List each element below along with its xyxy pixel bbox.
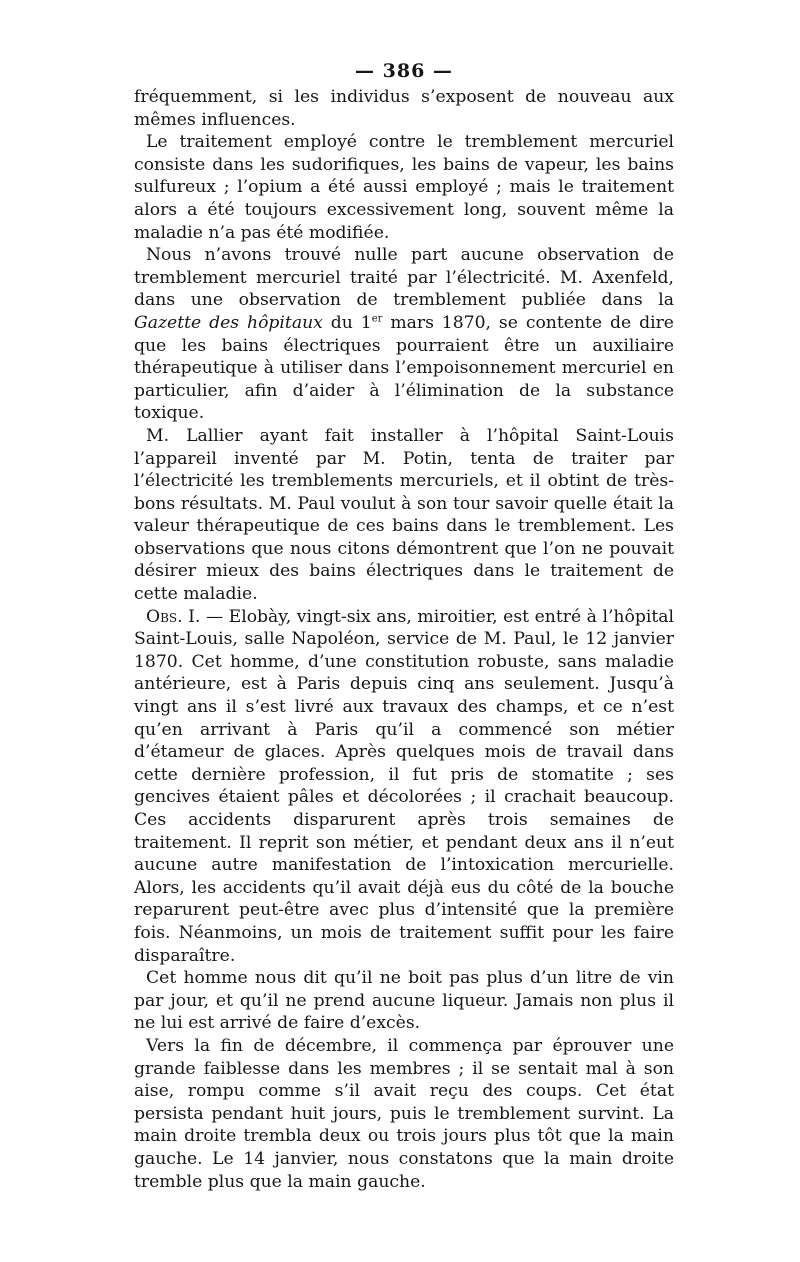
paragraph-electricity-after: mars 1870, se contente de dire que les bains électriques pourraient être un auxiliaire thérapeutique à utiliser dans l’empoisonnement mercuriel en particulier, afin d’aider à l’élimination de la substance toxique.: [134, 312, 674, 424]
journal-title: Gazette des hôpitaux: [134, 312, 323, 333]
observation-label: Obs. I.: [146, 606, 201, 627]
paragraph-december: Vers la fin de décembre, il commença par éprouver une grande faiblesse dans les membres ; il se sentait mal à son aise, rompu comme s’il avait reçu des coups. Cet état persista pendant huit jours, puis le tremblement survint. La main droite trembla deux ou trois jours plus tôt que la main gauche. Le 14 janvier, nous constatons que la main droite tremble plus que la main gauche.: [134, 1035, 674, 1192]
date-superscript: er: [371, 313, 383, 325]
paragraph-treatment: Le traitement employé contre le tremblement mercuriel consiste dans les sudorifiques, les bains de vapeur, les bains sulfureux ; l’opium a été aussi employé ; mais le traitement alors a été toujours excessivement long, souvent même la maladie n’a pas été modifiée.: [134, 132, 674, 243]
paragraph-lallier: M. Lallier ayant fait installer à l’hôpital Saint-Louis l’appareil inventé par M. Potin, tenta de traiter par l’électricité les tremblements mercuriels, et il obtint de très-bons résultats. M. Paul voulut à son tour savoir quelle était la valeur thérapeutique de ces bains dans le tremblement. Les observations que nous citons démontrent que l’on ne pouvait désirer mieux des bains électriques dans le traitement de cette maladie.: [134, 425, 674, 605]
paragraph-electricity: [134, 244, 674, 425]
paragraph-electricity-before: Nous n’avons trouvé nulle part aucune observation de tremblement mercuriel traité par l’électricité. M. Axenfeld, dans une observation de tremblement publiée dans la: [134, 245, 674, 311]
date-prefix: du 1: [330, 312, 372, 333]
book-page: [134, 60, 674, 1193]
observation-one: [134, 606, 674, 968]
observation-text: — Elobày, vingt-six ans, miroitier, est entré à l’hôpital Saint-Louis, salle Napoléon, service de M. Paul, le 12 janvier 1870. Cet homme, d’une constitution robuste, sans maladie antérieure, est à Paris depuis cinq ans seulement. Jusqu’à vingt ans il s’est livré aux travaux des champs, et ce n’est qu’en arrivant à Paris qu’il a commencé son métier d’étameur de glaces. Après quelques mois de travail dans cette dernière profession, il fut pris de stomatite ; ses gencives étaient pâles et décolorées ; il crachait beaucoup. Ces accidents disparurent après trois semaines de traitement. Il reprit son métier, et pendant deux ans il n’eut aucune autre manifestation de l’intoxication mercurielle. Alors, les accidents qu’il avait déjà eus du côté de la bouche reparurent peut-être avec plus d’intensité que la première fois. Néanmoins, un mois de traitement suffit pour les faire disparaître.: [134, 606, 674, 966]
paragraph-continuation: fréquemment, si les individus s’exposent de nouveau aux mêmes influences.: [134, 87, 674, 130]
page-number: — 386 —: [355, 60, 453, 82]
paragraph-habits: Cet homme nous dit qu’il ne boit pas plus d’un litre de vin par jour, et qu’il ne prend aucune liqueur. Jamais non plus il ne lui est arrivé de faire d’excès.: [134, 968, 674, 1034]
